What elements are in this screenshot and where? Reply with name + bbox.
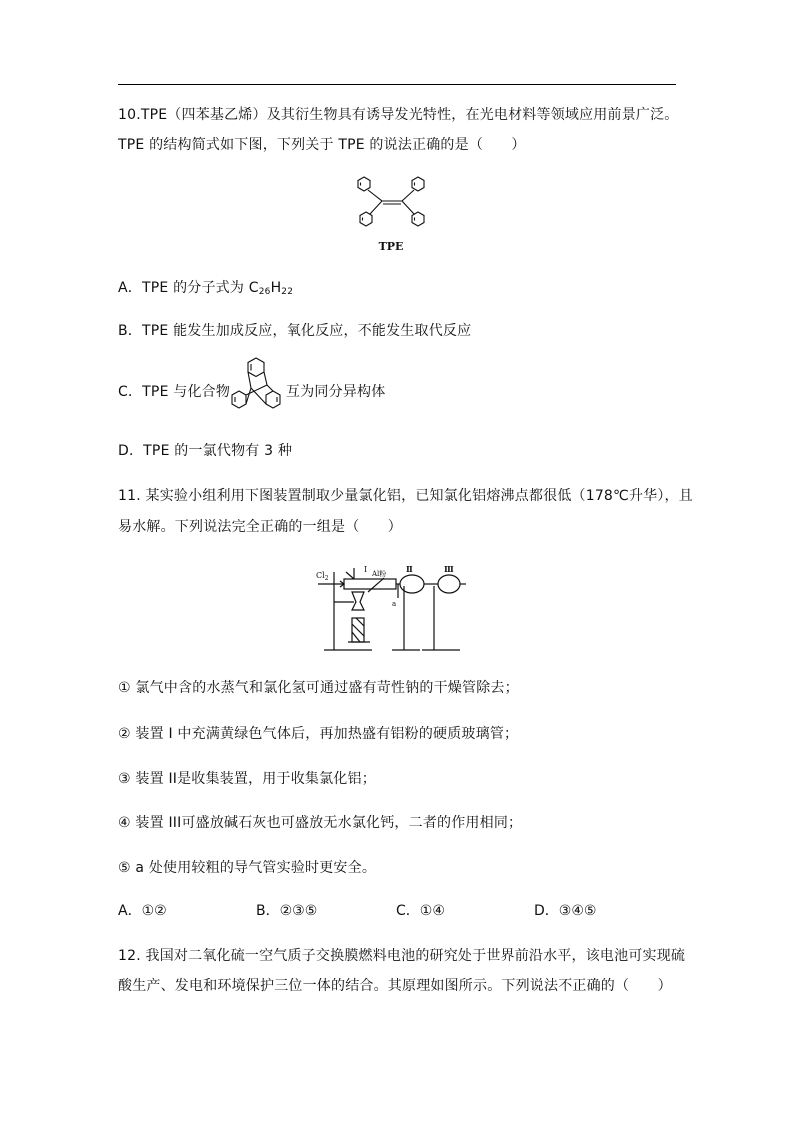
q11-item-4: ④ 装置 III可盛放碱石灰也可盛放无水氯化钙，二者的作用相同； — [118, 815, 523, 831]
q11-item-2: ② 装置 I 中充满黄绿色气体后，再加热盛有铝粉的硬质玻璃管； — [118, 726, 519, 742]
q10-option-d: D．TPE 的一氯代物有 3 种 — [118, 443, 293, 459]
tpe-label: TPE — [378, 240, 404, 253]
q11-choice-c: C．①④ — [396, 903, 445, 919]
apparatus-label-iii: Ⅲ — [444, 564, 454, 574]
tpe-ring-top-left — [358, 177, 370, 191]
apparatus-label-cl2: $Cl_2$ — [316, 571, 329, 582]
q11-item-1: ① 氯气中含的水蒸气和氯化氢可通过盛有苛性钠的干燥管除去； — [118, 680, 519, 696]
apparatus-label-al: Al粉 — [372, 570, 387, 578]
q10-option-a-sub-h: 22 — [281, 287, 294, 297]
tpe-ring-top-right — [412, 177, 424, 191]
header-rule — [118, 84, 676, 85]
q10-option-a — [118, 278, 293, 302]
q12-stem-line2: 酸生产、发电和环境保护三位一体的结合。其原理如图所示。下列说法不正确的（ ） — [118, 978, 672, 994]
q11-choice-d: D．③④⑤ — [534, 903, 597, 919]
q11-stem-line1: 11. 某实验小组利用下图装置制取少量氯化铝，已知氯化铝熔沸点都很低（178℃升华），且 — [118, 488, 693, 504]
q10-option-c-prefix: C．TPE 与化合物 — [118, 384, 231, 400]
apparatus-figure — [312, 562, 468, 658]
q10-stem-line1: 10.TPE（四苯基乙烯）及其衍生物具有诱导发光特性，在光电材料等领域应用前景广泛。 — [118, 107, 679, 123]
q10-option-a-prefix: A．TPE 的分子式为 C — [118, 280, 259, 296]
apparatus-label-i: I — [364, 565, 368, 574]
triptycene-ring-top — [248, 358, 264, 377]
q11-choice-b: B．②③⑤ — [256, 903, 318, 919]
triptycene-ring-left — [232, 391, 246, 408]
q10-option-c-suffix: 互为同分异构体 — [286, 384, 386, 400]
q12-stem-line1: 12. 我国对二氧化硫一空气质子交换膜燃料电池的研究处于世界前沿水平，该电池可实现硫 — [118, 948, 686, 964]
triptycene-structure-figure — [226, 355, 288, 419]
q11-choice-a: A．①② — [118, 903, 167, 919]
tpe-structure-figure — [352, 174, 434, 256]
q10-stem-line2: TPE 的结构简式如下图，下列关于 TPE 的说法正确的是（ ） — [118, 137, 526, 153]
q11-item-5: ⑤ a 处使用较粗的导气管实验时更安全。 — [118, 860, 377, 876]
apparatus-label-a: a — [392, 600, 397, 608]
q10-option-a-sub-c: 26 — [258, 287, 271, 297]
apparatus-label-ii: Ⅱ — [406, 564, 413, 574]
q10-option-b: B．TPE 能发生加成反应，氧化反应，不能发生取代反应 — [118, 323, 472, 339]
q10-option-a-h: H — [270, 280, 282, 296]
triptycene-ring-right — [266, 391, 280, 408]
q11-stem-line2: 易水解。下列说法完全正确的一组是（ ） — [118, 519, 402, 535]
q11-item-3: ③ 装置 II是收集装置，用于收集氯化铝； — [118, 771, 376, 787]
